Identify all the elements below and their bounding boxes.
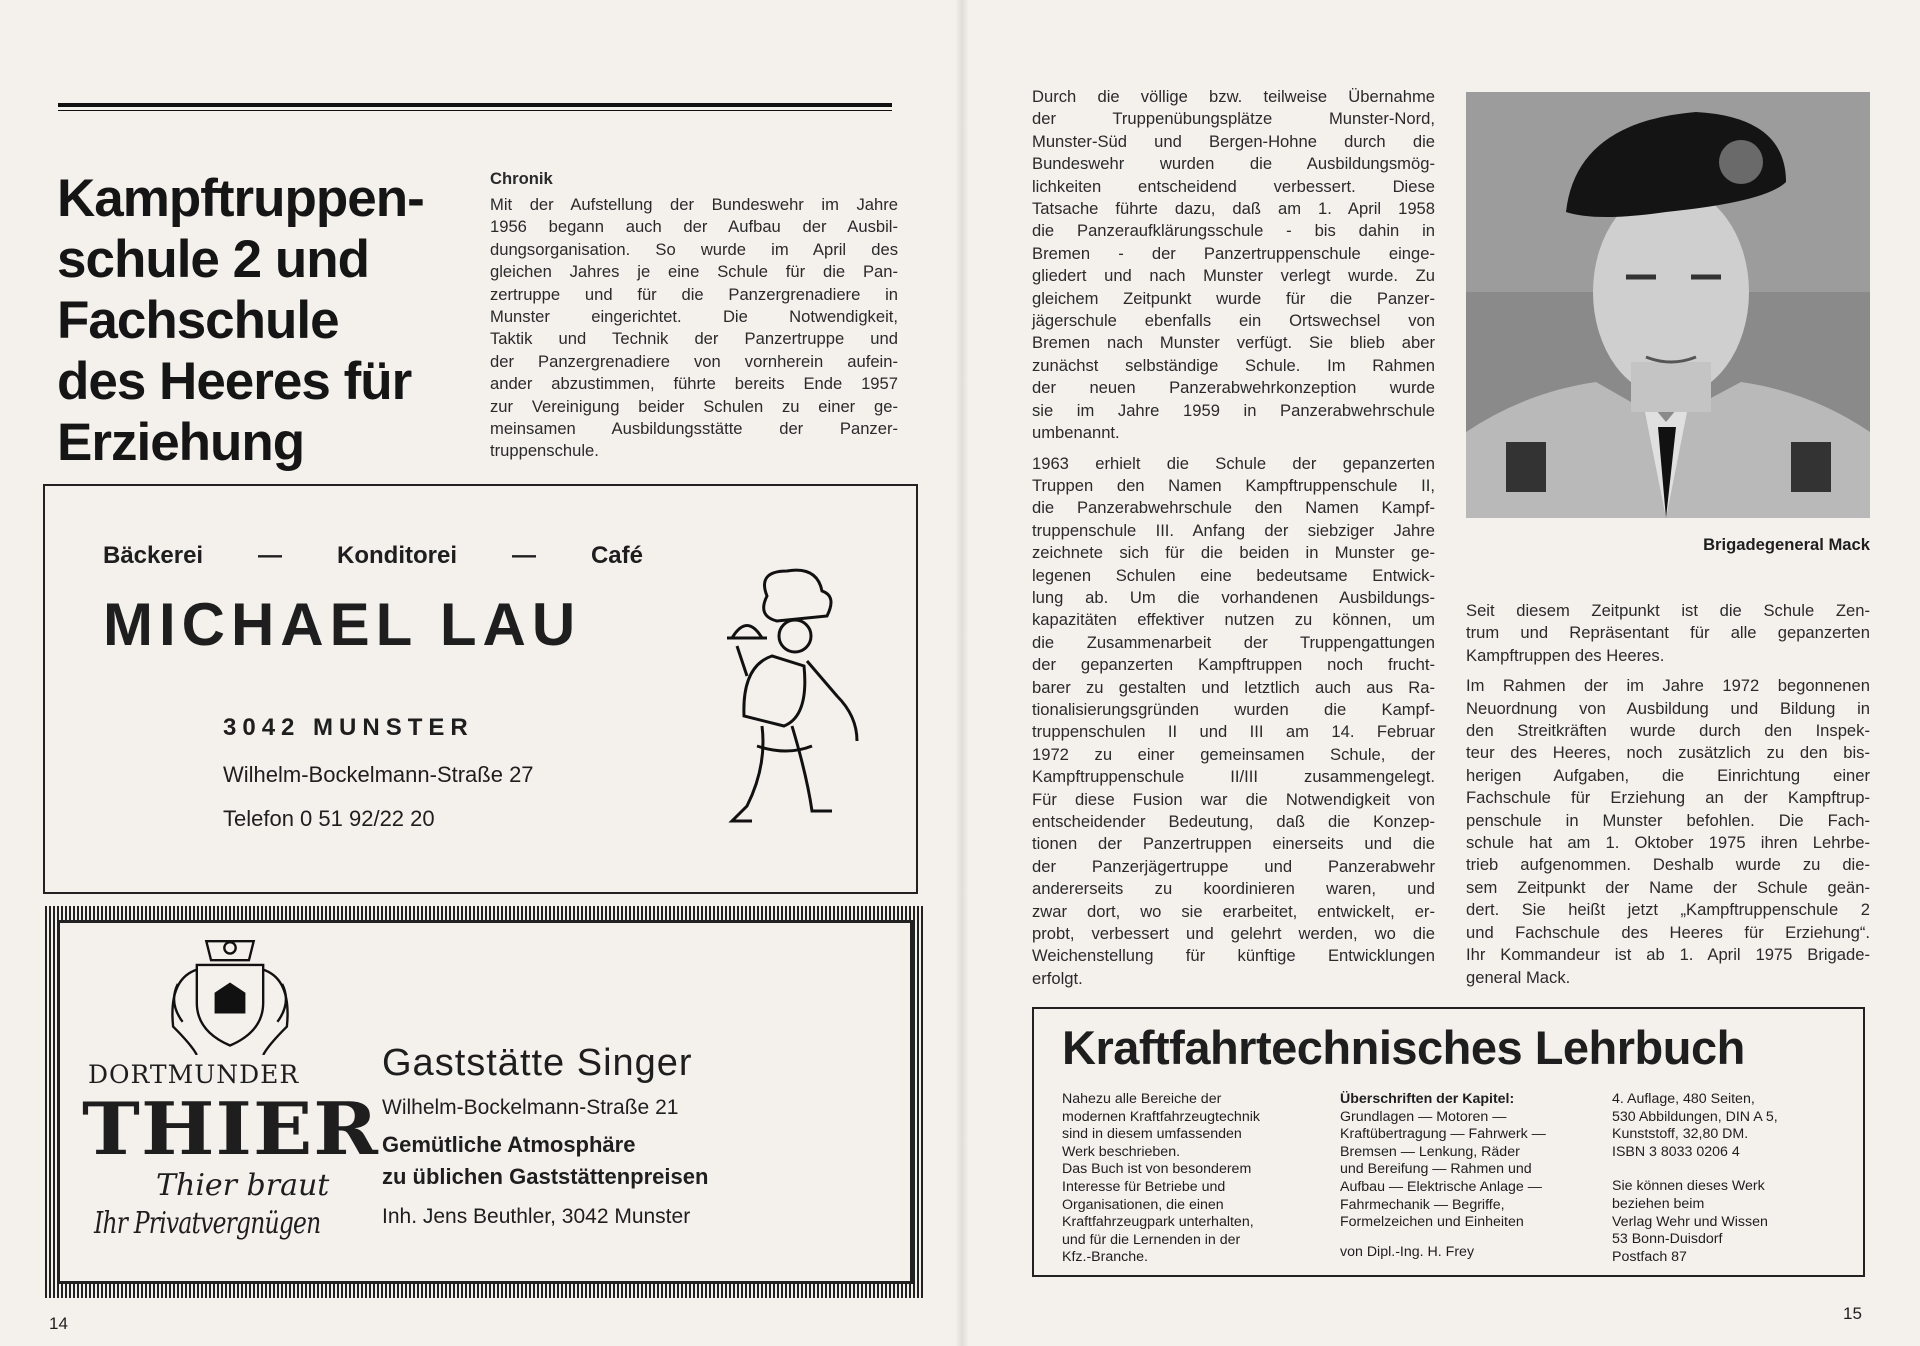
text-line: 1972 zu einer gemeinsamen Schule, der xyxy=(1032,744,1435,764)
text-line: Grundlagen — Motoren — xyxy=(1340,1108,1507,1125)
text-line: Seit diesem Zeitpunkt ist die Schule Zen- xyxy=(1466,601,1870,620)
text-line: tionalisierungsgründen wurden die Kampf- xyxy=(1032,699,1435,719)
paragraph xyxy=(1032,86,1435,445)
dash: — xyxy=(258,542,283,569)
text-line: Verlag Wehr und Wissen xyxy=(1612,1213,1768,1230)
category-label: Bäckerei xyxy=(103,542,204,569)
chronik-heading: Chronik xyxy=(490,169,553,188)
text-line: die Panzerabwehrschule den Namen Kampf- xyxy=(1032,498,1435,518)
text-line: Kraftfahrzeugpark unterhalten, xyxy=(1062,1214,1254,1231)
text-line: Durch die völlige bzw. teilweise Übernahme xyxy=(1032,87,1435,106)
text-line: barer zu gestalten und letztlich auch aus Ra- xyxy=(1032,677,1435,697)
text-line: Kunststoff, 32,80 DM. xyxy=(1612,1126,1749,1143)
logo-slogan: Thier braut xyxy=(156,1168,330,1203)
text-line: Bremsen — Lenkung, Räder xyxy=(1340,1143,1520,1160)
text-line: Kampftruppen des Heeres. xyxy=(1466,645,1665,665)
text-line: truppenschule. xyxy=(490,441,599,461)
text-line: truppenschulen II und III am 14. Februar xyxy=(1032,722,1435,742)
text-line: Mit der Aufstellung der Bundeswehr im Jahre xyxy=(490,195,898,214)
text-line: Werk beschrieben. xyxy=(1062,1143,1181,1160)
category-label: Konditorei xyxy=(337,542,458,569)
text-line: sind in diesem umfassenden xyxy=(1062,1126,1242,1143)
brewery-crest-icon xyxy=(160,927,300,1055)
text-line: penschule in Munster befohlen. Die Fach- xyxy=(1466,810,1870,830)
book-description xyxy=(1062,1091,1260,1267)
book-details xyxy=(1612,1091,1778,1266)
text-line: die Zusammenarbeit der Truppengattungen xyxy=(1032,632,1435,652)
text-line: legenen Schulen eine bedeutsame Entwick- xyxy=(1032,565,1435,585)
title-line: schule 2 und xyxy=(57,230,369,289)
text-line: den Streitkräften wurde durch den Inspek- xyxy=(1466,721,1870,741)
text-line: Aufbau — Elektrische Anlage — xyxy=(1340,1178,1542,1195)
text-line: Neuordnung von Ausbildung und Bildung in xyxy=(1466,698,1870,718)
logo-slogan: Ihr Privatvergnügen xyxy=(94,1206,321,1241)
text-line: Kampftruppenschule II/III zusammengelegt. xyxy=(1032,767,1435,787)
text-line: erfolgt. xyxy=(1032,968,1083,988)
chapters-heading: Überschriften der Kapitel: xyxy=(1340,1091,1515,1107)
text-line: ander abzustimmen, führte bereits Ende 1957 xyxy=(490,374,898,394)
inn-advertisement xyxy=(45,906,925,1298)
text-line: modernen Kraftfahrzeugtechnik xyxy=(1062,1108,1260,1125)
text-line: 530 Abbildungen, DIN A 5, xyxy=(1612,1108,1778,1125)
bakery-city: 3042 MUNSTER xyxy=(223,714,474,741)
text-line: general Mack. xyxy=(1466,967,1571,987)
text-line: meinsamen Ausbildungsstätte der Panzer- xyxy=(490,419,898,439)
text-line: truppenschule III. Anfang der siebziger Jahre xyxy=(1032,520,1435,540)
text-line: gliedert und nach Munster verlegt wurde. Zu xyxy=(1032,266,1435,286)
text-line: sie im Jahre 1959 in Panzerabwehrschule xyxy=(1032,400,1435,420)
text-line: tionen der Panzertruppen einerseits und die xyxy=(1032,834,1435,854)
top-rule xyxy=(58,103,892,107)
text-line: Organisationen, die einen xyxy=(1062,1196,1224,1213)
bakery-phone: Telefon 0 51 92/22 20 xyxy=(223,806,435,831)
text-line: beziehen beim xyxy=(1612,1195,1705,1212)
text-line: und für die Lernenden in der xyxy=(1062,1231,1241,1248)
text-line: 4. Auflage, 480 Seiten, xyxy=(1612,1091,1755,1107)
text-line: trum und Repräsentant für alle gepanzerten xyxy=(1466,623,1870,643)
book-chapters xyxy=(1340,1091,1546,1261)
inn-tagline: zu üblichen Gaststättenpreisen xyxy=(382,1164,709,1189)
text-line: Weichenstellung für künftige Entwicklungen xyxy=(1032,946,1435,966)
text-line: ISBN 3 8033 0206 4 xyxy=(1612,1143,1740,1160)
text-line: gleichem Zeitpunkt wurde für die Panzer- xyxy=(1032,288,1435,308)
page-number-right: 15 xyxy=(1843,1304,1862,1323)
text-line: dungsorganisation. So wurde im April des xyxy=(490,239,898,259)
text-line: zur Vereinigung beider Schulen zu einer ge- xyxy=(490,396,898,416)
text-line: Munster eingerichtet. Die Notwendigkeit, xyxy=(490,307,898,327)
text-line: dert. Sie heißt jetzt „Kampftruppenschule 2 xyxy=(1466,900,1870,920)
text-line: zeichnete sich für die beiden in Munster ge- xyxy=(1032,543,1435,563)
text-line: Sie können dieses Werk xyxy=(1612,1178,1765,1195)
text-line: Bremen nach Munster verfügt. Sie blieb aber xyxy=(1032,333,1435,353)
text-line: und Bereifung — Rahmen und xyxy=(1340,1161,1532,1178)
text-line: Taktik und Technik der Panzertruppe und xyxy=(490,329,898,349)
school-column xyxy=(1466,600,1870,989)
description-lines xyxy=(1062,1091,1260,1267)
chef-illustration-icon xyxy=(717,566,867,846)
text-line: Bremen - der Panzertruppenschule einge- xyxy=(1032,243,1435,263)
text-line: lung ab. Um die vorhandenen Ausbildungs- xyxy=(1032,587,1435,607)
text-line: 1956 begann auch der Aufbau der Ausbil- xyxy=(490,217,898,237)
text-line: der Panzerjägertruppe und Panzerabwehr xyxy=(1032,856,1435,876)
text-line: die Panzeraufklärungsschule - bis dahin in xyxy=(1032,221,1435,241)
page-number-left: 14 xyxy=(49,1314,68,1333)
title-line: Kampftruppen- xyxy=(57,169,424,228)
top-rule-thin xyxy=(58,110,892,111)
text-line: zertruppe und für die Panzergrenadiere in xyxy=(490,284,898,304)
text-line: der Truppenübungsplätze Munster-Nord, xyxy=(1032,109,1435,129)
text-line: kapazitäten effektiver nutzen zu können, um xyxy=(1032,610,1435,630)
page-spine xyxy=(955,0,969,1346)
inn-name: Gaststätte Singer xyxy=(382,1042,693,1084)
book-author: von Dipl.-Ing. H. Frey xyxy=(1340,1243,1475,1260)
book-title: Kraftfahrtechnisches Lehrbuch xyxy=(1062,1021,1745,1074)
text-line: Ihr Kommandeur ist ab 1. April 1975 Brigade- xyxy=(1466,945,1870,965)
chronik-section xyxy=(490,168,898,463)
text-line: Formelzeichen und Einheiten xyxy=(1340,1214,1524,1231)
page-title xyxy=(57,168,487,473)
inn-street: Wilhelm-Bockelmann-Straße 21 xyxy=(382,1096,679,1119)
order-lines xyxy=(1612,1178,1778,1266)
portrait-photo xyxy=(1466,92,1870,518)
text-line: 53 Bonn-Duisdorf xyxy=(1612,1231,1723,1248)
text-line: 1963 erhielt die Schule der gepanzerten xyxy=(1032,453,1435,473)
paragraph xyxy=(1466,600,1870,667)
text-line: zunächst selbständige Schule. Im Rahmen xyxy=(1032,355,1435,375)
text-line: probt, verbessert und gelehrt werden, wo die xyxy=(1032,924,1435,944)
text-line: Postfach 87 xyxy=(1612,1248,1687,1265)
title-line: Fachschule xyxy=(57,291,339,350)
text-line: umbenannt. xyxy=(1032,423,1120,443)
text-line: der Panzergrenadiere von vornherein aufein- xyxy=(490,351,898,371)
text-line: der gepanzerten Kampftruppen noch frucht- xyxy=(1032,655,1435,675)
text-line: Interesse für Betriebe und xyxy=(1062,1178,1226,1195)
category-label: Café xyxy=(590,542,643,569)
text-line: Bundeswehr wurden die Ausbildungsmög- xyxy=(1032,154,1435,174)
dash: — xyxy=(511,542,536,569)
photo-caption: Brigadegeneral Mack xyxy=(1703,535,1870,554)
text-line: herigen Aufgaben, die Einrichtung einer xyxy=(1466,765,1870,785)
text-line: gleichen Jahres je eine Schule für die Pan- xyxy=(490,262,898,282)
chapter-lines xyxy=(1340,1109,1546,1232)
text-line: Tatsache führte dazu, daß am 1. April 1958 xyxy=(1032,199,1435,219)
text-line: trieb aufgenommen. Deshalb wurde zu die- xyxy=(1466,855,1870,875)
bakery-name: MICHAEL LAU xyxy=(103,591,582,658)
history-column xyxy=(1032,86,1435,990)
paragraph xyxy=(1466,675,1870,989)
logo-dortmunder: DORTMUNDER xyxy=(88,1060,300,1089)
inn-owner: Inh. Jens Beuthler, 3042 Munster xyxy=(382,1205,691,1228)
bakery-categories xyxy=(103,542,643,570)
bakery-street: Wilhelm-Bockelmann-Straße 27 xyxy=(223,762,534,787)
chronik-text xyxy=(490,194,898,463)
detail-lines xyxy=(1612,1091,1778,1161)
bakery-advertisement xyxy=(43,484,918,894)
text-line: Munster-Süd und Bergen-Hohne durch die xyxy=(1032,131,1435,151)
text-line: teur des Heeres, noch zusätzlich zu den bis- xyxy=(1466,743,1870,763)
text-line: Nahezu alle Bereiche der xyxy=(1062,1091,1222,1107)
text-line: Für diese Fusion war die Notwendigkeit von xyxy=(1032,789,1435,809)
text-line: Kfz.-Branche. xyxy=(1062,1249,1148,1266)
portrait-image-icon xyxy=(1466,92,1870,518)
text-line: schule hat am 1. Oktober 1975 ihren Lehrbe- xyxy=(1466,833,1870,853)
text-line: und Fachschule des Heeres für Erziehung“. xyxy=(1466,922,1870,942)
paragraph xyxy=(1032,453,1435,991)
text-line: zwar dort, wo sie erarbeitet, entwickelt, er- xyxy=(1032,901,1435,921)
text-line: andererseits zu koordinieren waren, und xyxy=(1032,879,1435,899)
text-line: lichkeiten entscheidend verbessert. Diese xyxy=(1032,176,1435,196)
text-line: Im Rahmen der im Jahre 1972 begonnenen xyxy=(1466,676,1870,696)
inn-tagline: Gemütliche Atmosphäre xyxy=(382,1132,636,1157)
text-line: Fahrmechanik — Begriffe, xyxy=(1340,1196,1505,1213)
book-advertisement xyxy=(1032,1007,1865,1277)
text-line: sem Zeitpunkt der Name der Schule geän- xyxy=(1466,877,1870,897)
text-line: Truppen den Namen Kampftruppenschule II, xyxy=(1032,475,1435,495)
text-line: entscheidender Bedeutung, daß die Konzep- xyxy=(1032,812,1435,831)
text-line: der neuen Panzerabwehrkonzeption wurde xyxy=(1032,378,1435,398)
title-line: des Heeres für xyxy=(57,352,412,411)
text-line: Das Buch ist von besonderem xyxy=(1062,1161,1252,1178)
title-line: Erziehung xyxy=(57,413,305,472)
text-line: Fachschule für Erziehung an der Kampftrup- xyxy=(1466,788,1870,808)
text-line: jägerschule ebenfalls ein Ortswechsel von xyxy=(1032,311,1435,331)
logo-thier: THIER xyxy=(82,1086,379,1171)
text-line: Kraftübertragung — Fahrwerk — xyxy=(1340,1126,1546,1143)
